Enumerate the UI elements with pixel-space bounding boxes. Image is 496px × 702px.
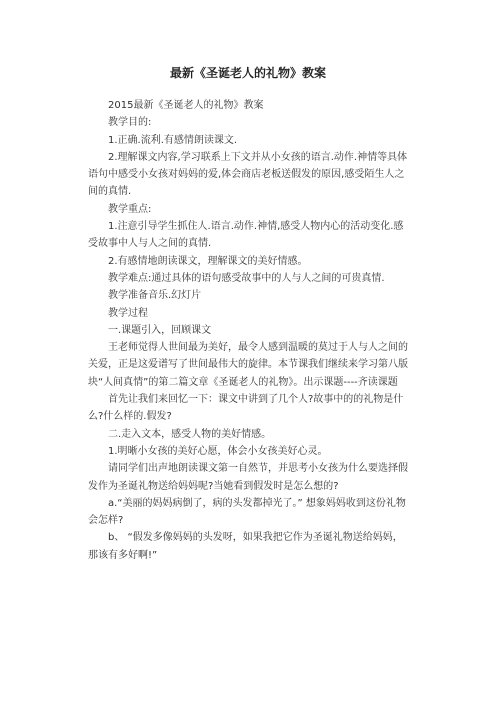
- paragraph: 二.走入文本，感受人物的美好情感。: [108, 428, 272, 440]
- document-body: [88, 97, 408, 564]
- paragraph: 教学过程: [108, 307, 148, 319]
- paragraph: 2.理解课文内容,学习联系上下文并从小女孩的语言.动作.神情等具体语句中感受小女孩对妈妈的爱,体会商店老板送假发的原因,感受陌生人之间的真情.: [88, 151, 408, 198]
- paragraph: 一.课题引入，回顾课文: [108, 324, 212, 336]
- paragraph: 2015最新《圣诞老人的礼物》教案: [108, 100, 264, 111]
- paragraph: 教学重点:: [108, 203, 152, 215]
- paragraph: 王老师觉得人世间最为美好，最令人感到温暖的莫过于人与人之间的关爱，正是这爱谱写了世间最伟大的旋律。本节课我们继续来学习第八版块“人间真情”的第二篇文章《圣诞老人的礼物》。出示课题----齐读课题: [88, 342, 408, 388]
- paragraph: a.“美丽的妈妈病倒了，病的头发都掉光了。” 想象妈妈收到这份礼物会怎样?: [88, 497, 406, 527]
- paragraph: 教学准备音乐.幻灯片: [108, 290, 202, 302]
- paragraph: 2.有感情地朗读课文，理解课文的美好情感。: [108, 255, 308, 267]
- paragraph: 1.明晰小女孩的美好心愿，体会小女孩美好心灵。: [108, 445, 328, 457]
- paragraph: 1.注意引导学生抓住人.语言.动作.神情,感受人物内心的活动变化.感受故事中人与人之间的真情.: [88, 221, 404, 250]
- paragraph: 教学目的:: [108, 117, 152, 129]
- paragraph: 请同学们出声地朗读课文第一自然节，并思考小女孩为什么要选择假发作为圣诞礼物送给妈妈呢?当她看到假发时是怎么想的?: [88, 463, 408, 492]
- paragraph: 1.正确.流利.有感情朗读课文.: [108, 134, 238, 146]
- paragraph: b、 “假发多像妈妈的头发呀，如果我把它作为圣诞礼物送给妈妈，那该有多好啊!”: [88, 532, 403, 561]
- document-title: 最新《圣诞老人的礼物》教案: [169, 66, 326, 80]
- paragraph: 首先让我们来回忆一下：课文中讲到了几个人?故事中的的礼物是什么?什么样的.假发?: [88, 394, 404, 423]
- paragraph: 教学难点:通过具体的语句感受故事中的人与人之间的可贵真情.: [108, 272, 385, 284]
